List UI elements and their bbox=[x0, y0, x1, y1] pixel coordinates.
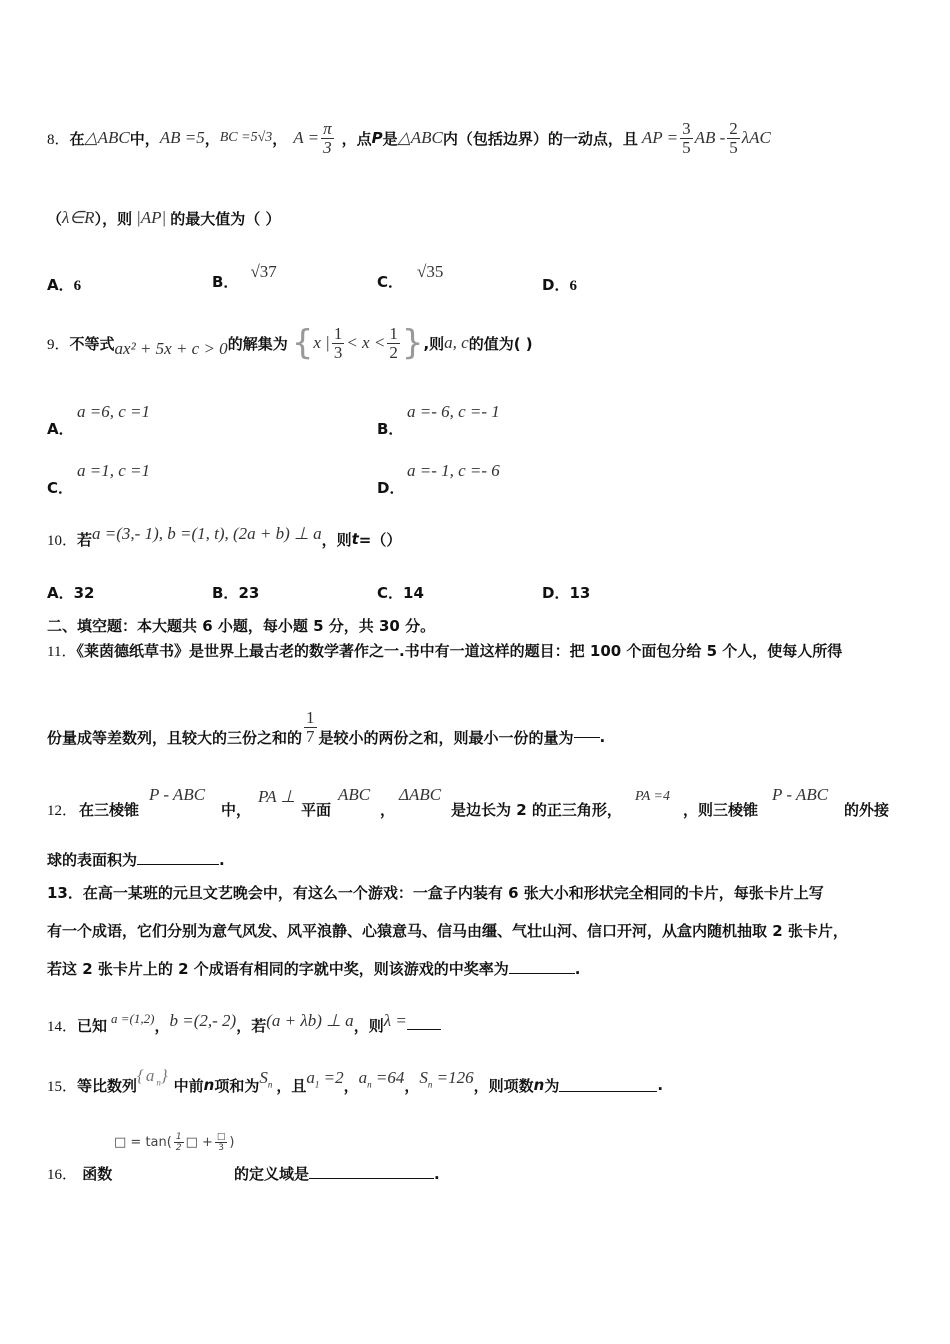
q8-lambda-in-r: λ∈R bbox=[62, 208, 95, 227]
q8-point-p: P bbox=[371, 129, 383, 147]
q15-number: 15． bbox=[47, 1078, 78, 1095]
q8-bc-length: BC =5√3 bbox=[219, 130, 273, 145]
q15-an: $a_n =64$ bbox=[358, 1068, 405, 1090]
q12-answer-blank[interactable] bbox=[137, 864, 219, 865]
q8-angle-a: A = $\frac{\pi}{3}$ bbox=[293, 118, 332, 157]
q16-answer-blank[interactable] bbox=[309, 1178, 434, 1179]
q12-line2: 球的表面积为 . bbox=[47, 851, 225, 869]
q15-answer-blank[interactable] bbox=[559, 1091, 657, 1092]
q15-stem: 15． 等比数列 { a $_n$} 中前 n 项和为 $S_n$ ，且 $a_1 =2$ ， $a_n =64$ ， $S_n =126$ ，则项数 n 为 . bbox=[47, 1066, 664, 1095]
q16-tail: 的定义域是 . bbox=[234, 1165, 440, 1183]
q16-number: 16． bbox=[47, 1167, 78, 1183]
q14-vector-b: b =(2,- 2) bbox=[169, 1011, 237, 1030]
q13-line3: 若这 2 张卡片上的 2 个成语有相同的字就中奖，则该游戏的中奖率为 . bbox=[47, 960, 581, 978]
q9-stem: 9． 不等式 ax² + 5x + c > 0 的解集为 { x | $\frac{1}{3}$ < x < $\frac{1}{2}$ } ,则 a, c 的值为( ) bbox=[47, 323, 533, 363]
q10-stem: 10． 若 a =(3,- 1), b =(1, t), (2a + b) ⊥ a ，则 t =（） bbox=[47, 524, 402, 549]
q10-option-c: C．14 bbox=[377, 584, 424, 602]
q8-option-d: D．6 bbox=[542, 276, 577, 294]
q8-ab-length: AB =5 bbox=[159, 128, 205, 147]
q8-line2: （ λ∈R ），则 |AP| 的最大值为（ ） bbox=[47, 208, 281, 228]
q15-sn-value: $S_n =126$ bbox=[419, 1068, 474, 1090]
q12-number: 12． bbox=[47, 803, 78, 819]
q16-formula-image: □ = tan( $\frac{1}{2}$ □ + $\frac{□}{3}$ ) bbox=[114, 1132, 235, 1153]
q11-answer-blank[interactable] bbox=[574, 737, 600, 738]
q10-option-b: B．23 bbox=[212, 584, 260, 602]
q13-line1: 13．在高一某班的元旦文艺晚会中，有这么一个游戏：一盒子内装有 6 张大小和形状完全相同的卡片，每张卡片上写 bbox=[47, 884, 824, 902]
q11-fraction: $\frac{1}{7}$ bbox=[306, 707, 315, 746]
q14-answer-blank[interactable] bbox=[407, 1029, 441, 1030]
q11-line2: 份量成等差数列，且较大的三份之和的 $\frac{1}{7}$ 是较小的两份之和，则最小一份的量为 . bbox=[47, 707, 606, 747]
q8-option-a: A．6 bbox=[47, 276, 82, 294]
q11-number: 11． bbox=[47, 644, 77, 660]
q8-option-c: C． √35 bbox=[377, 262, 444, 291]
q15-sn: $S_n$ bbox=[259, 1068, 273, 1090]
q11-line1: 11．《莱茵德纸草书》是世界上最古老的数学著作之一.书中有一道这样的题目：把 100 个面包分给 5 个人，使每人所得 bbox=[47, 642, 843, 660]
q10-option-d: D．13 bbox=[542, 584, 591, 602]
q14-number: 14． bbox=[47, 1018, 78, 1035]
q14-stem: 14． 已知 a =(1,2) ， b =(2,- 2) ，若 (a + λb) ⊥ a ，则 λ = bbox=[47, 1010, 441, 1040]
q9-inequality: ax² + 5x + c > 0 bbox=[114, 339, 228, 358]
q9-ac: a, c bbox=[444, 333, 469, 352]
q13-line2: 有一个成语，它们分别为意气风发、风平浪静、心猿意马、信马由缰、气壮山河、信口开河，从盒内随机抽取 2 张卡片， bbox=[47, 922, 848, 940]
q15-sequence: { a $_n$} bbox=[137, 1066, 168, 1088]
q14-vector-a: a =(1,2) bbox=[111, 1011, 155, 1026]
q15-a1: $a_1 =2$ bbox=[306, 1068, 344, 1090]
q9-number: 9． bbox=[47, 336, 70, 353]
q8-line1: 8． 在 △ABC 中， AB =5 ， BC =5√3 ， A = $\frac{\pi}{3}$ ，点 P 是 △ABC 内（包括边界）的一动点，且 AP = $\frac{3}{5}$ AB - $\frac{2}{5}$ λAC bbox=[47, 118, 771, 157]
q16-stem: 16． 函数 bbox=[47, 1165, 113, 1183]
q9-solution-set: { x | $\frac{1}{3}$ < x < $\frac{1}{2}$ } bbox=[291, 323, 424, 363]
section-2-heading: 二、填空题：本大题共 6 小题，每小题 5 分，共 30 分。 bbox=[47, 617, 436, 635]
q10-option-a: A．32 bbox=[47, 584, 95, 602]
q8-triangle-abc: △ABC bbox=[84, 128, 130, 147]
q13-answer-blank[interactable] bbox=[509, 973, 575, 974]
q10-number: 10． bbox=[47, 532, 78, 549]
q14-condition: (a + λb) ⊥ a bbox=[266, 1011, 354, 1030]
q8-number: 8． bbox=[47, 131, 70, 148]
q8-abs-ap: |AP| bbox=[136, 208, 167, 227]
q8-option-b: B． √37 bbox=[212, 262, 277, 291]
q8-ap-equation: AP = $\frac{3}{5}$ AB - $\frac{2}{5}$ λAC bbox=[641, 118, 771, 157]
q10-expression: a =(3,- 1), b =(1, t), (2a + b) ⊥ a bbox=[92, 524, 322, 543]
